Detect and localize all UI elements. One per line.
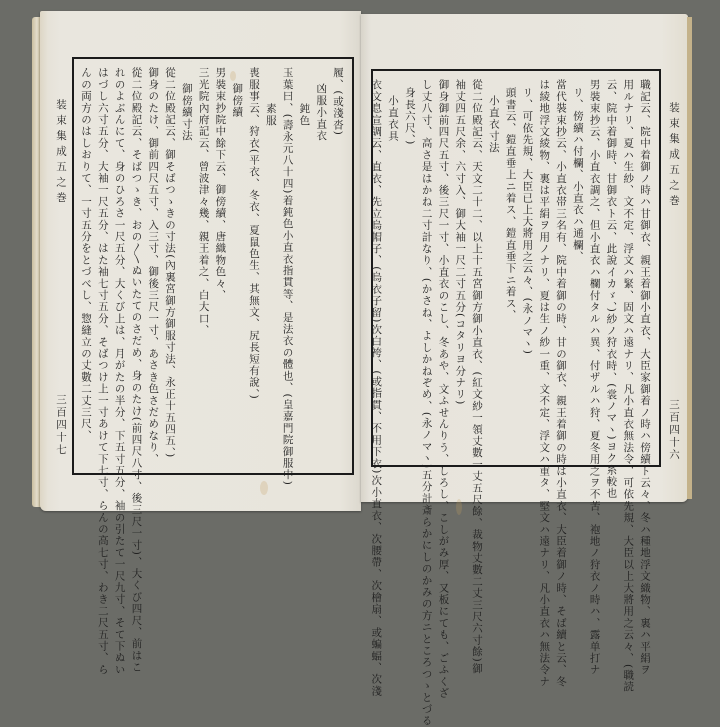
text-column: 身長六尺、) bbox=[403, 87, 416, 146]
open-book bbox=[40, 9, 688, 727]
text-column: 三光院內府記云、曾波津々幾、親王着之、白大口、 bbox=[197, 67, 210, 337]
text-column: 從二位殿記云、天文二十二、以上十五宮御方御小直衣、(紅文紗一領丈數一丈五尺餘、裁物丈數二丈三尺六寸餘)御 bbox=[471, 79, 484, 675]
section-heading: 御傍續 bbox=[231, 83, 244, 119]
section-subheading: 素服 bbox=[264, 103, 277, 127]
text-columns bbox=[370, 79, 653, 727]
section-heading: 凶服小直衣 bbox=[315, 83, 328, 142]
text-column: 御身のたけ、御前四尺五寸、入三寸、御後三尺一寸、あさき色さだめなり、 bbox=[147, 67, 160, 465]
text-frame bbox=[370, 69, 661, 727]
text-column: 御身御前四尺五寸、後三尺一寸、小直衣のこし、冬あや、文ふせんりう、しろし、こしがみ厚、又板にても、ごふくざ bbox=[437, 79, 450, 700]
text-column: 用ルナリ、夏ハ生紗、文不定、浮文ハ緊、固文ハ遠ナリ、凡小直衣無法令、可依先規、大臣以上大將用之云々、(職読 bbox=[622, 79, 635, 693]
section-subheading: 鈍色 bbox=[298, 103, 311, 127]
running-title: 装束集成五之巻 bbox=[668, 102, 680, 211]
text-column: 男裝束抄云、小直衣調之、但小直衣ハ欄付タルハ異、付ザルハ狩、夏冬用之ヲ不苦、袍地ノ狩衣ノ時ハ、露单打ナ bbox=[588, 79, 601, 676]
text-column: 云、院中着御時、甘御衣ト云、此說イカゞ、)紗ノ狩衣時、(裳ノマヽ)ヨク糸較也 bbox=[605, 79, 618, 500]
text-column: んの両方のはしおりて、一寸五分をとづべし、惣縫立の丈數二丈三尺、 bbox=[80, 67, 93, 442]
section-heading: 小直衣寸法 bbox=[487, 95, 500, 154]
text-column: 喪服事云、狩衣(平衣、冬衣、夏鼠色生、其無文、尻長短有說、) bbox=[248, 67, 261, 400]
text-column: 衣文息宣調云、直衣、先立烏帽子、(烏衣子留)次白袴、(或指貫、不用下衣)次小直衣、次腰帶、次檜扇、或蝙蝠、次淺 bbox=[370, 79, 383, 697]
text-columns bbox=[80, 67, 346, 676]
text-column: 男裝束抄院中餘下云、御傍續、唐織物色々、 bbox=[214, 67, 227, 301]
text-column: れのよぶんにて、身のひろさ一尺五分、大くび上は、月がたの半分、下五寸五分、袖の引たて一尺九寸、そて下ぬい bbox=[113, 67, 126, 676]
page-number: 三百四十七 bbox=[55, 394, 67, 457]
left-page bbox=[40, 11, 361, 676]
text-column: リ、傍續ハ付欄、小直衣ハ通欄、 bbox=[571, 87, 584, 263]
text-frame bbox=[72, 57, 354, 676]
text-column: 職記云、院中着御ノ時ハ甘御衣、親王着御小直衣、大臣家御着ノ時ハ傍續ト云々、冬ハ種地浮文織物、裏ハ平絹ヲ bbox=[639, 79, 651, 676]
text-column: 玉葉曰、(壽永元八十四)着鈍色小直衣指貫等、是法衣の體也、(皇嘉門院御服中) bbox=[281, 67, 294, 486]
running-title: 装束集成五之巻 bbox=[55, 99, 67, 208]
text-column: 從二位殿記云、御そばつゝきの寸法(內裏宮御方御服寸法、永正十五四五、) bbox=[164, 67, 177, 459]
section-heading: 御傍續寸法 bbox=[180, 83, 193, 142]
text-column: は綾地浮文綾物、裏は平絹ヲ用ノナリ、夏は生ノ紗一重、文不定、浮文ハ重タ、堅文ハ遠ナリ、凡小直衣ハ無法令ナ bbox=[538, 79, 551, 688]
section-heading: 小直衣具 bbox=[387, 95, 400, 142]
text-column: 頭書云、鎧直垂上ニ着ス、鎧直垂下ニ着ス、 bbox=[504, 87, 517, 321]
text-column: し丈八寸、高さ是はかね二寸計なり、(かさね、よしかねぞめ、(永ノマヽ)五分計斎らかにしのかみの方ニところつゝとづる bbox=[420, 79, 433, 727]
text-column: 從二位殿記云、そばつゝき、おの〳〵ぬいたてのさだめ、身のたけ(前四尺八寸、後三尺一寸)、大くび四尺、前はこ bbox=[130, 67, 143, 674]
paper-stain bbox=[260, 481, 268, 495]
paper-stain bbox=[456, 499, 462, 515]
text-column: 袖丈四五尺余、六寸入、御大袖一尺二寸五分(コタリヨ分ナリ) bbox=[454, 79, 467, 406]
text-column: 當代裝束抄云、小直衣帯三名有、院中着御の時、甘の御衣、親王着御の時は小直衣、大臣着御ノ時、そば續と云、冬 bbox=[555, 79, 568, 688]
right-page bbox=[361, 14, 688, 727]
page-number: 三百四十六 bbox=[668, 399, 680, 462]
text-column: はづし六寸五分、大袖一尺五分、はた袖七寸五分、そばつけ上一寸あけて下七寸、らんの高七寸、わき二尺五寸、ら bbox=[96, 67, 109, 676]
page-edge-right bbox=[687, 17, 692, 499]
text-column: リ、可依先規、大臣已上大將用之云々、(永ノマヽ) bbox=[521, 87, 534, 355]
text-column: 履、(或淺沓) bbox=[332, 67, 344, 137]
